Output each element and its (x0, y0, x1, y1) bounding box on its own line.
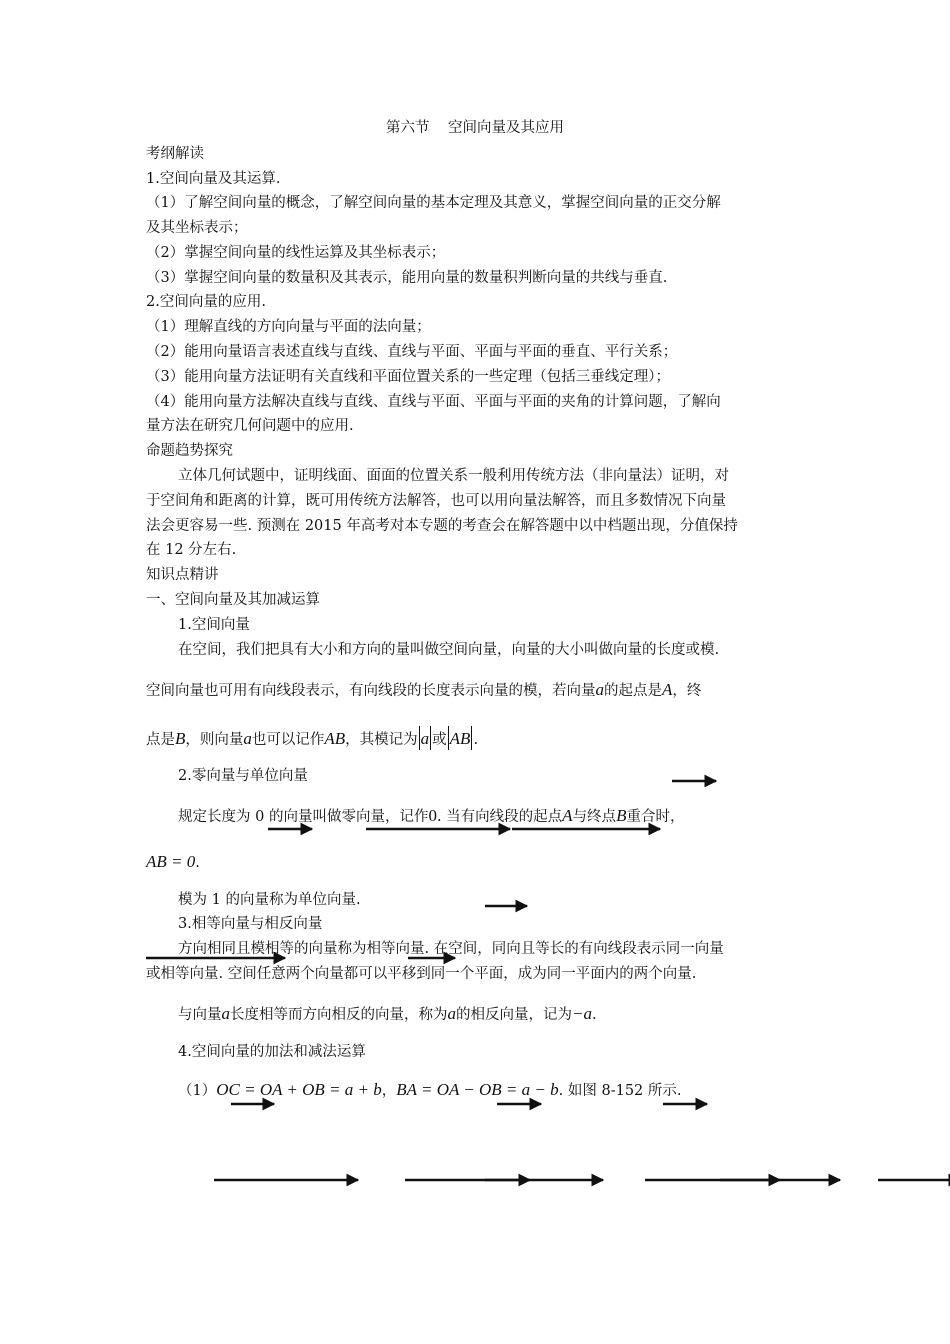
trend-paragraph-line-4: 在 12 分左右. (146, 542, 237, 558)
syllabus-item-1-1-cont: 及其坐标表示； (146, 220, 248, 236)
syllabus-item-2-1: （1）理解直线的方向向量与平面的法向量； (146, 319, 431, 335)
zero-vector-paragraph: 规定长度为 0 的向量叫做零向量，记作0. 当有向线段的起点A与终点B重合时， (178, 806, 685, 825)
symbol-minus-a: −a (572, 1004, 592, 1023)
page-title: 第六节 空间向量及其应用 (386, 120, 564, 136)
equal-vector-line-2: 或相等向量. 空间任意两个向量都可以平移到同一个平面，成为同一平面内的两个向量. (146, 966, 697, 982)
heading-space-vector: 1.空间向量 (178, 617, 250, 633)
symbol-B: B (175, 729, 186, 748)
symbol-a: a (243, 729, 252, 748)
heading-add-subtract: 4.空间向量的加法和减法运算 (178, 1044, 366, 1060)
heading-equal-opposite: 3.相等向量与相反向量 (178, 916, 323, 932)
modulus-AB: AB (449, 729, 471, 748)
syllabus-item-2-4-cont: 量方法在研究几何问题中的应用. (146, 418, 354, 434)
section-heading-syllabus: 考纲解读 (146, 146, 204, 162)
opposite-vector-paragraph: 与向量a长度相等而方向相反的向量，称为a的相反向量，记为−a. (178, 1004, 597, 1023)
syllabus-item-2-3: （3）能用向量方法证明有关直线和平面位置关系的一些定理（包括三垂线定理）； (146, 369, 670, 385)
symbol-a: a (595, 680, 604, 699)
section-heading-knowledge: 知识点精讲 (146, 567, 219, 583)
vector-modulus-paragraph: 点是B，则向量a也可以记作AB，其模记为 a 或 AB . (146, 726, 478, 750)
symbol-A: A (562, 806, 573, 825)
equation-subtraction: BA = OA − OB = a − b (396, 1080, 559, 1099)
trend-paragraph-line-1: 立体几何试题中，证明线面、面面的位置关系一般利用传统方法（非向量法）证明，对 (178, 468, 729, 484)
symbol-B: B (616, 806, 627, 825)
syllabus-item-1-1: （1）了解空间向量的概念，了解空间向量的基本定理及其意义，掌握空间向量的正交分解 (146, 195, 721, 211)
symbol-A: A (662, 680, 673, 699)
equation-AB-zero: AB = 0 (146, 852, 196, 871)
zero-vector-equation: AB = 0. (146, 852, 200, 871)
subsection-heading-vector-ops: 一、空间向量及其加减运算 (146, 592, 320, 608)
unit-vector-definition: 模为 1 的向量称为单位向量. (178, 892, 361, 908)
symbol-a: a (447, 1004, 456, 1023)
vector-segment-paragraph: 空间向量也可用有向线段表示，有向线段的长度表示向量的模，若向量a的起点是A，终 (146, 680, 702, 699)
symbol-AB: AB (324, 729, 346, 748)
section-heading-trend: 命题趋势探究 (146, 443, 233, 459)
space-vector-definition: 在空间，我们把具有大小和方向的量叫做空间向量，向量的大小叫做向量的长度或模. (178, 642, 720, 658)
equation-addition: OC = OA + OB = a + b (216, 1080, 382, 1099)
syllabus-item-2-4: （4）能用向量方法解决直线与直线、直线与平面、平面与平面的夹角的计算问题，了解向 (146, 394, 721, 410)
trend-paragraph-line-2: 于空间角和距离的计算，既可用传统方法解答，也可以用向量法解答，而且多数情况下向量 (146, 493, 726, 509)
syllabus-item-2-2: （2）能用向量语言表述直线与直线、直线与平面、平面与平面的垂直、平行关系； (146, 344, 678, 360)
symbol-a: a (221, 1004, 230, 1023)
syllabus-item-1-2: （2）掌握空间向量的线性运算及其坐标表示； (146, 245, 446, 261)
heading-zero-unit-vector: 2.零向量与单位向量 (178, 768, 308, 784)
equal-vector-line-1: 方向相同且模相等的向量称为相等向量. 在空间，同向且等长的有向线段表示同一向量 (178, 941, 724, 957)
symbol-zero: 0 (428, 806, 437, 825)
add-subtract-formula: （1）OC = OA + OB = a + b，BA = OA − OB = a − b. 如图 8-152 所示. (178, 1080, 682, 1099)
trend-paragraph-line-3: 法会更容易一些. 预测在 2015 年高考对本专题的考查会在解答题中以中档题出现，分值保持 (146, 518, 738, 534)
syllabus-item-1: 1.空间向量及其运算. (146, 171, 281, 187)
syllabus-item-2: 2.空间向量的应用. (146, 294, 266, 310)
modulus-a: a (420, 729, 430, 748)
syllabus-item-1-3: （3）掌握空间向量的数量积及其表示，能用向量的数量积判断向量的共线与垂直. (146, 270, 668, 286)
